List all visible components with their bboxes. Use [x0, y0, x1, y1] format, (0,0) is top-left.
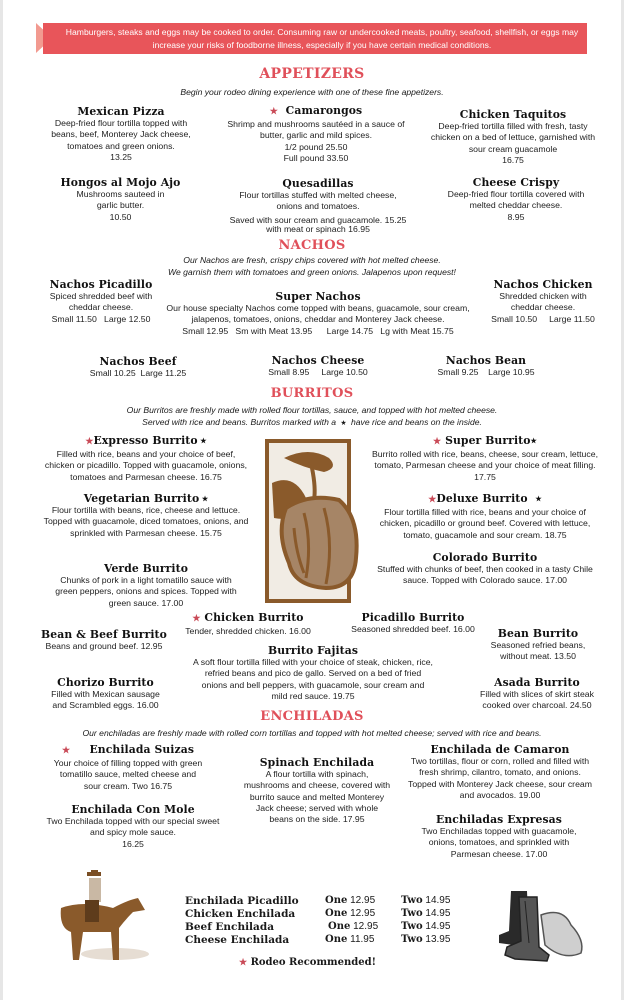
- star-icon: ★: [269, 107, 278, 117]
- menu-item-super-nachos: [163, 290, 473, 337]
- item-price: Saved with sour cream and guacamole. 15.25: [229, 214, 407, 225]
- item-name: Chicken Burrito: [204, 611, 304, 624]
- item-name: Chicken Enchilada: [185, 908, 296, 920]
- item-desc: A flour tortilla with spinach, mushrooms and cheese, covered with burrito sauce and melted Monterey Jack cheese; served with whole beans on the side. 17.95: [243, 769, 391, 825]
- menu-item-chorizo-burrito: [43, 676, 168, 712]
- one-price: 12.95: [350, 895, 376, 906]
- rice-beans-inside-icon: ★: [530, 436, 537, 445]
- menu-item-picadillo-burrito: [343, 611, 483, 635]
- menu-item-enchilada-de-camaron: [405, 743, 595, 801]
- item-name: Cheese Enchilada: [185, 934, 290, 946]
- item-desc: Burrito rolled with rice, beans, cheese, sour cream, lettuce, tomato, Parmesan cheese and your choice of meat filling. 17.75: [372, 449, 598, 482]
- item-name: Camarongos: [285, 104, 363, 117]
- item-desc: Flour tortillas stuffed with melted cheese, onions and tomatoes.: [239, 190, 397, 212]
- item-desc: Tender, shredded chicken. 16.00: [185, 626, 311, 636]
- two-label: Two: [401, 934, 423, 945]
- menu-item-chicken-taquitos: [428, 108, 598, 166]
- menu-item-colorado-burrito: [371, 551, 599, 587]
- item-desc: Our house specialty Nachos come topped with beans, guacamole, sour cream, jalapenos, tomatoes, onions, cheddar and Monterey Jack cheese.: [166, 303, 470, 325]
- item-desc: Two Enchilada topped with our special sweet and spicy mole sauce.: [46, 816, 220, 838]
- star-icon: ★: [433, 437, 442, 447]
- item-desc: Shredded chicken with cheddar cheese.: [499, 291, 587, 313]
- item-desc: Deep-fried flour tortilla covered with melted cheddar cheese.: [447, 189, 585, 211]
- price-row: [185, 921, 485, 934]
- menu-item-vegetarian-burrito: [41, 492, 251, 539]
- item-desc: Spiced shredded beef with cheddar cheese.: [49, 291, 153, 313]
- item-desc: Your choice of filling topped with green tomatillo sauce, melted cheese and sour cream. Two 16.75: [53, 758, 203, 791]
- menu-item-nachos-beef: [73, 355, 203, 379]
- burritos-intro-2: [3, 416, 621, 430]
- item-desc: Two tortillas, flour or corn, rolled and filled with fresh shrimp, cilantro, tomato, and onions. Topped with Monterey Jack cheese, sour cream and avocados. 19.00: [408, 756, 592, 800]
- menu-item-verde-burrito: [43, 562, 249, 609]
- item-desc: Seasoned refried beans, without meat. 13.50: [490, 640, 586, 662]
- item-name: Colorado Burrito: [432, 551, 538, 564]
- menu-item-deluxe-burrito: [371, 492, 599, 541]
- food-safety-banner: Hamburgers, steaks and eggs may be cooked to order. Consuming raw or undercooked meats, poultry, seafood, shellfish, or eggs may increase your risks of foodborne illness, especially if you have certain medical conditions.: [43, 23, 587, 54]
- item-desc: Flour tortilla filled with rice, beans and your choice of chicken, picadillo or ground beef. Covered with lettuce, tomato, guacamole and sour cream. 18.75: [379, 507, 591, 540]
- item-desc: Stuffed with chunks of beef, then cooked in a tasty Chile sauce. Topped with Colorado sauce. 17.00: [377, 564, 593, 586]
- item-desc: Beans and ground beef. 12.95: [45, 641, 163, 651]
- pepper-icon: [264, 438, 364, 604]
- item-name: Nachos Bean: [445, 354, 527, 367]
- menu-item-super-burrito: [371, 434, 599, 483]
- item-name: Chorizo Burrito: [57, 676, 154, 689]
- item-name: Super Burrito: [445, 434, 531, 447]
- item-price: Small 10.50 Large 11.50: [491, 313, 595, 324]
- item-price-half: 1/2 pound 25.50: [284, 141, 348, 152]
- enchiladas-intro: Our enchiladas are freshly made with rolled corn tortillas and topped with hot melted cheese; served with rice and beans.: [82, 728, 542, 738]
- menu-item-mexican-pizza: [41, 105, 201, 163]
- two-price: 14.95: [425, 921, 451, 932]
- two-label: Two: [401, 908, 423, 919]
- item-price: Small 12.95 Sm with Meat 13.95 Large 14.75 Lg with Meat 15.75: [182, 325, 454, 336]
- menu-item-asada-burrito: [473, 676, 601, 712]
- boots-hat-illustration: [493, 885, 588, 970]
- price-row: [185, 895, 485, 908]
- item-price: Small 9.25 Large 10.95: [437, 367, 535, 377]
- boots-hat-icon: [493, 885, 588, 970]
- item-name: Vegetarian Burrito: [83, 492, 200, 505]
- item-price: 13.25: [110, 151, 132, 162]
- item-name: Enchilada Picadillo: [185, 895, 299, 907]
- item-name: Nachos Chicken: [493, 278, 593, 291]
- item-desc: Shrimp and mushrooms sautéed in a sauce of butter, garlic and mild spices.: [227, 119, 405, 141]
- item-name: Cheese Crispy: [472, 176, 560, 189]
- nachos-title: NACHOS: [278, 238, 346, 253]
- item-name: Picadillo Burrito: [361, 611, 465, 624]
- item-desc: A soft flour tortilla filled with your choice of steak, chicken, rice, refried beans and pico de gallo. Served on a bed of fried onions and bell peppers, with guacamole, sour cream and mild red sauce. 19.75: [193, 657, 433, 701]
- item-desc: Filled with rice, beans and your choice of beef, chicken or picadillo. Topped with guacamole, onions, tomatoes and Parmesan cheese. 16.75: [44, 449, 248, 482]
- item-name: Enchilada Suizas: [89, 743, 195, 756]
- rice-beans-inside-icon: ★: [535, 494, 542, 503]
- nachos-intro-2: We garnish them with tomatoes and green onions. Jalapenos upon request!: [168, 267, 456, 277]
- enchiladas-title: ENCHILADAS: [260, 709, 364, 724]
- item-price: Small 10.25 Large 11.25: [89, 368, 187, 378]
- menu-item-nachos-bean: [421, 354, 551, 378]
- item-name: Quesadillas: [282, 177, 354, 190]
- two-label: Two: [401, 921, 423, 932]
- item-name: Burrito Fajitas: [267, 644, 359, 657]
- item-price-full: Full pound 33.50: [283, 152, 349, 163]
- item-desc: Deep-fried flour tortilla topped with beans, beef, Monterey Jack cheese, tomatoes and green onions.: [51, 118, 191, 151]
- pepper-illustration: [264, 438, 364, 604]
- burritos-title: BURRITOS: [270, 386, 354, 401]
- item-name: Enchilada Con Mole: [71, 803, 195, 816]
- menu-item-bean-beef-burrito: [39, 628, 169, 652]
- item-name: Nachos Picadillo: [49, 278, 153, 291]
- item-name: Super Nachos: [275, 290, 361, 303]
- star-icon: ★: [239, 958, 248, 968]
- item-name: Beef Enchilada: [185, 921, 274, 933]
- two-price: 14.95: [425, 908, 451, 919]
- appetizers-title: APPETIZERS: [259, 66, 365, 82]
- menu-item-burrito-fajitas: [193, 644, 433, 702]
- two-label: Two: [401, 895, 423, 906]
- menu-item-nachos-cheese: [253, 354, 383, 378]
- item-price: 16.75: [502, 154, 524, 165]
- one-price: 11.95: [350, 934, 375, 945]
- menu-item-enchiladas-expresas: [411, 813, 587, 860]
- nachos-intro-1: Our Nachos are fresh, crispy chips covered with hot melted cheese.: [183, 255, 441, 265]
- one-label: One: [325, 908, 348, 919]
- burritos-intro-1: Our Burritos are freshly made with rolled flour tortillas, sauce, and topped with hot melted cheese.: [126, 405, 498, 415]
- item-name: Bean & Beef Burrito: [41, 628, 167, 641]
- star-icon: ★: [192, 614, 201, 624]
- item-name: Expresso Burrito: [93, 434, 198, 447]
- item-price: 8.95: [507, 211, 525, 222]
- menu-item-spinach-enchilada: [243, 756, 391, 825]
- item-name: Enchilada de Camaron: [430, 743, 570, 756]
- menu-item-chicken-burrito: [183, 611, 313, 637]
- item-name: Bean Burrito: [497, 627, 579, 640]
- item-desc: Flour tortilla with beans, rice, cheese and lettuce. Topped with guacamole, diced tomatoes, onions, and sprinkled with Parmesan cheese. 15.75: [43, 505, 249, 538]
- rice-beans-inside-icon: ★: [197, 436, 207, 445]
- item-price-meat: with meat or spinach 16.95: [266, 223, 370, 234]
- menu-item-nachos-chicken: [483, 278, 603, 325]
- item-desc: Mushrooms sauteed in garlic butter.: [76, 189, 165, 211]
- intro-text: have rice and beans on the inside.: [350, 417, 482, 427]
- item-desc: Filled with slices of skirt steak cooked over charcoal. 24.50: [480, 689, 594, 711]
- menu-item-bean-burrito: [483, 627, 593, 663]
- one-price: 12.95: [353, 921, 379, 932]
- item-name: Chicken Taquitos: [459, 108, 567, 121]
- item-price: Small 11.50 Large 12.50: [51, 313, 151, 324]
- item-price: 10.50: [109, 211, 132, 222]
- menu-item-cheese-crispy: [441, 176, 591, 223]
- one-label: One: [325, 895, 348, 906]
- menu-item-expresso-burrito: [41, 434, 251, 483]
- item-name: Enchiladas Expresas: [436, 813, 562, 826]
- two-price: 13.95: [425, 934, 451, 945]
- item-desc: Filled with Mexican sausage and Scrambled eggs. 16.00: [51, 689, 160, 711]
- price-row: [185, 934, 485, 947]
- one-label: One: [328, 921, 351, 932]
- item-name: Nachos Cheese: [271, 354, 365, 367]
- menu-item-nachos-picadillo: [41, 278, 161, 325]
- item-desc: Deep-fried tortilla filled with fresh, tasty chicken on a bed of lettuce, garnished with sour cream guacamole: [430, 121, 596, 154]
- star-icon: ★: [61, 746, 71, 756]
- item-desc: Seasoned shredded beef. 16.00: [351, 624, 475, 634]
- menu-item-enchilada-con-mole: [43, 803, 223, 850]
- item-name: Spinach Enchilada: [259, 756, 375, 769]
- item-desc: Chunks of pork in a light tomatillo sauce with green peppers, onions and spices. Topped with green sauce. 17.00: [55, 575, 237, 608]
- appetizers-intro: Begin your rodeo dining experience with one of these fine appetizers.: [180, 87, 444, 97]
- menu-item-quesadillas: [223, 177, 413, 234]
- star-icon: ★: [428, 495, 437, 505]
- cowboy-horse-icon: [53, 870, 153, 970]
- item-name: Asada Burrito: [494, 676, 580, 689]
- legend-text: Rodeo Recommended!: [250, 957, 377, 968]
- one-price: 12.95: [350, 908, 376, 919]
- item-name: Nachos Beef: [99, 355, 177, 368]
- menu-item-enchilada-suizas: [43, 743, 213, 792]
- item-name: Mexican Pizza: [77, 105, 165, 118]
- star-icon: ★: [85, 437, 94, 447]
- two-price: 14.95: [425, 895, 451, 906]
- intro-text: Served with rice and beans. Burritos marked with a: [142, 417, 337, 427]
- legend: [239, 957, 439, 968]
- one-label: One: [325, 934, 348, 945]
- item-name: Deluxe Burrito: [436, 492, 528, 505]
- cowboy-illustration: [53, 870, 153, 970]
- rice-beans-inside-icon: ★: [199, 494, 209, 503]
- item-price: Small 8.95 Large 10.50: [268, 367, 368, 377]
- star-icon: ★: [338, 420, 349, 427]
- item-desc: Two Enchiladas topped with guacamole, onions, tomatoes, and sprinkled with Parmesan cheese. 17.00: [421, 826, 577, 859]
- item-name: Verde Burrito: [103, 562, 189, 575]
- menu-item-hongos: [53, 176, 188, 223]
- price-row: [185, 908, 485, 921]
- item-price: 16.25: [122, 838, 144, 849]
- item-name: Hongos al Mojo Ajo: [60, 176, 181, 189]
- menu-item-camarongos: [221, 104, 411, 164]
